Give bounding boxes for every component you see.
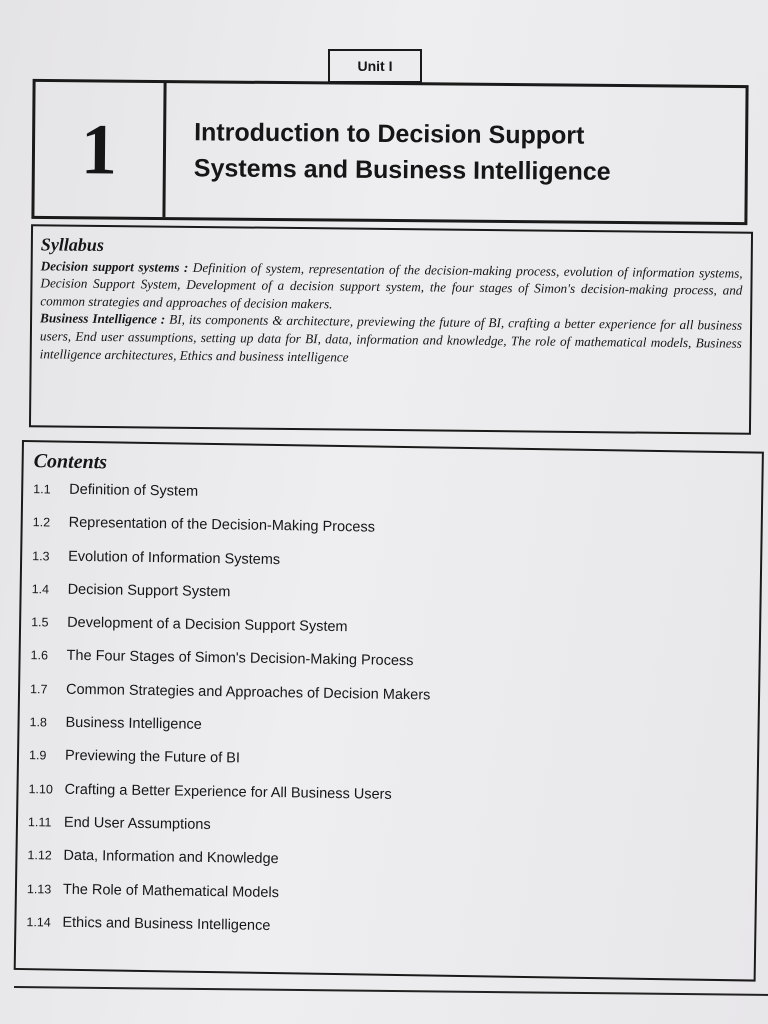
contents-item-number: 1.8 (29, 715, 48, 730)
syllabus-dss-text: Definition of system, representation of the decision-making process, evolution of information systems, Decision Support System, Development of a decision support system, the four stages of Simon's decision-making process, and common strategies and approaches of decision makers. (40, 259, 743, 312)
chapter-number: 1 (34, 82, 166, 217)
chapter-title-box (31, 79, 748, 225)
contents-item-number: 1.3 (32, 548, 50, 564)
chapter-title (165, 83, 745, 222)
contents-item-number: 1.7 (29, 681, 48, 697)
contents-item-number: 1.12 (27, 848, 52, 863)
contents-item-number: 1.1 (33, 482, 51, 497)
chapter-title-line-1: Introduction to Decision Support (194, 118, 585, 150)
contents-item-label: Data, Information and Knowledge (63, 847, 279, 868)
contents-item-number: 1.5 (31, 615, 49, 630)
contents-item-label: End User Assumptions (63, 814, 211, 833)
contents-box (14, 440, 764, 982)
syllabus-dss-paragraph (40, 257, 743, 317)
contents-item-number: 1.13 (26, 881, 52, 897)
contents-item-number: 1.2 (32, 515, 51, 530)
syllabus-heading: Syllabus (40, 234, 105, 255)
contents-item-label: Previewing the Future of BI (64, 748, 241, 767)
contents-heading: Contents (33, 450, 108, 474)
syllabus-bi-term: Business Intelligence : (40, 310, 166, 328)
contents-item-label: Ethics and Business Intelligence (62, 914, 271, 934)
contents-item-label: Definition of System (69, 481, 199, 500)
contents-item-number: 1.14 (26, 914, 51, 930)
chapter-title-line-2: Systems and Business Intelligence (193, 154, 611, 186)
contents-item-label: The Role of Mathematical Models (62, 881, 280, 901)
contents-item-label: Crafting a Better Experience for All Business Users (64, 781, 392, 803)
unit-label-text: Unit I (357, 58, 393, 74)
syllabus-box (29, 224, 753, 435)
syllabus-bi-paragraph (40, 310, 743, 370)
contents-item-label: The Four Stages of Simon's Decision-Making Process (66, 648, 414, 670)
unit-label (328, 49, 422, 83)
syllabus-bi-text: BI, its components & architecture, previewing the future of BI, crafting a better experience for all business users, End user assumptions, setting up data for BI, data, information and knowledge, The role of mathematical models, Business intelligence architectures, Ethics and business intelligence (39, 312, 743, 365)
contents-item-label: Development of a Decision Support System (67, 614, 348, 636)
contents-item-number: 1.10 (28, 781, 53, 797)
contents-item-number: 1.6 (30, 648, 49, 663)
contents-item-number: 1.9 (28, 748, 47, 763)
contents-list (26, 481, 751, 958)
contents-item-label: Common Strategies and Approaches of Decision Makers (65, 681, 431, 704)
contents-item-label: Representation of the Decision-Making Process (68, 515, 376, 536)
bottom-divider (14, 986, 768, 996)
syllabus-dss-term: Decision support systems : (40, 257, 189, 275)
contents-item-label: Evolution of Information Systems (68, 548, 281, 568)
contents-item-label: Decision Support System (67, 581, 231, 601)
contents-item-number: 1.11 (27, 815, 52, 830)
contents-item-number: 1.4 (31, 582, 50, 597)
contents-item-label: Business Intelligence (65, 714, 202, 733)
